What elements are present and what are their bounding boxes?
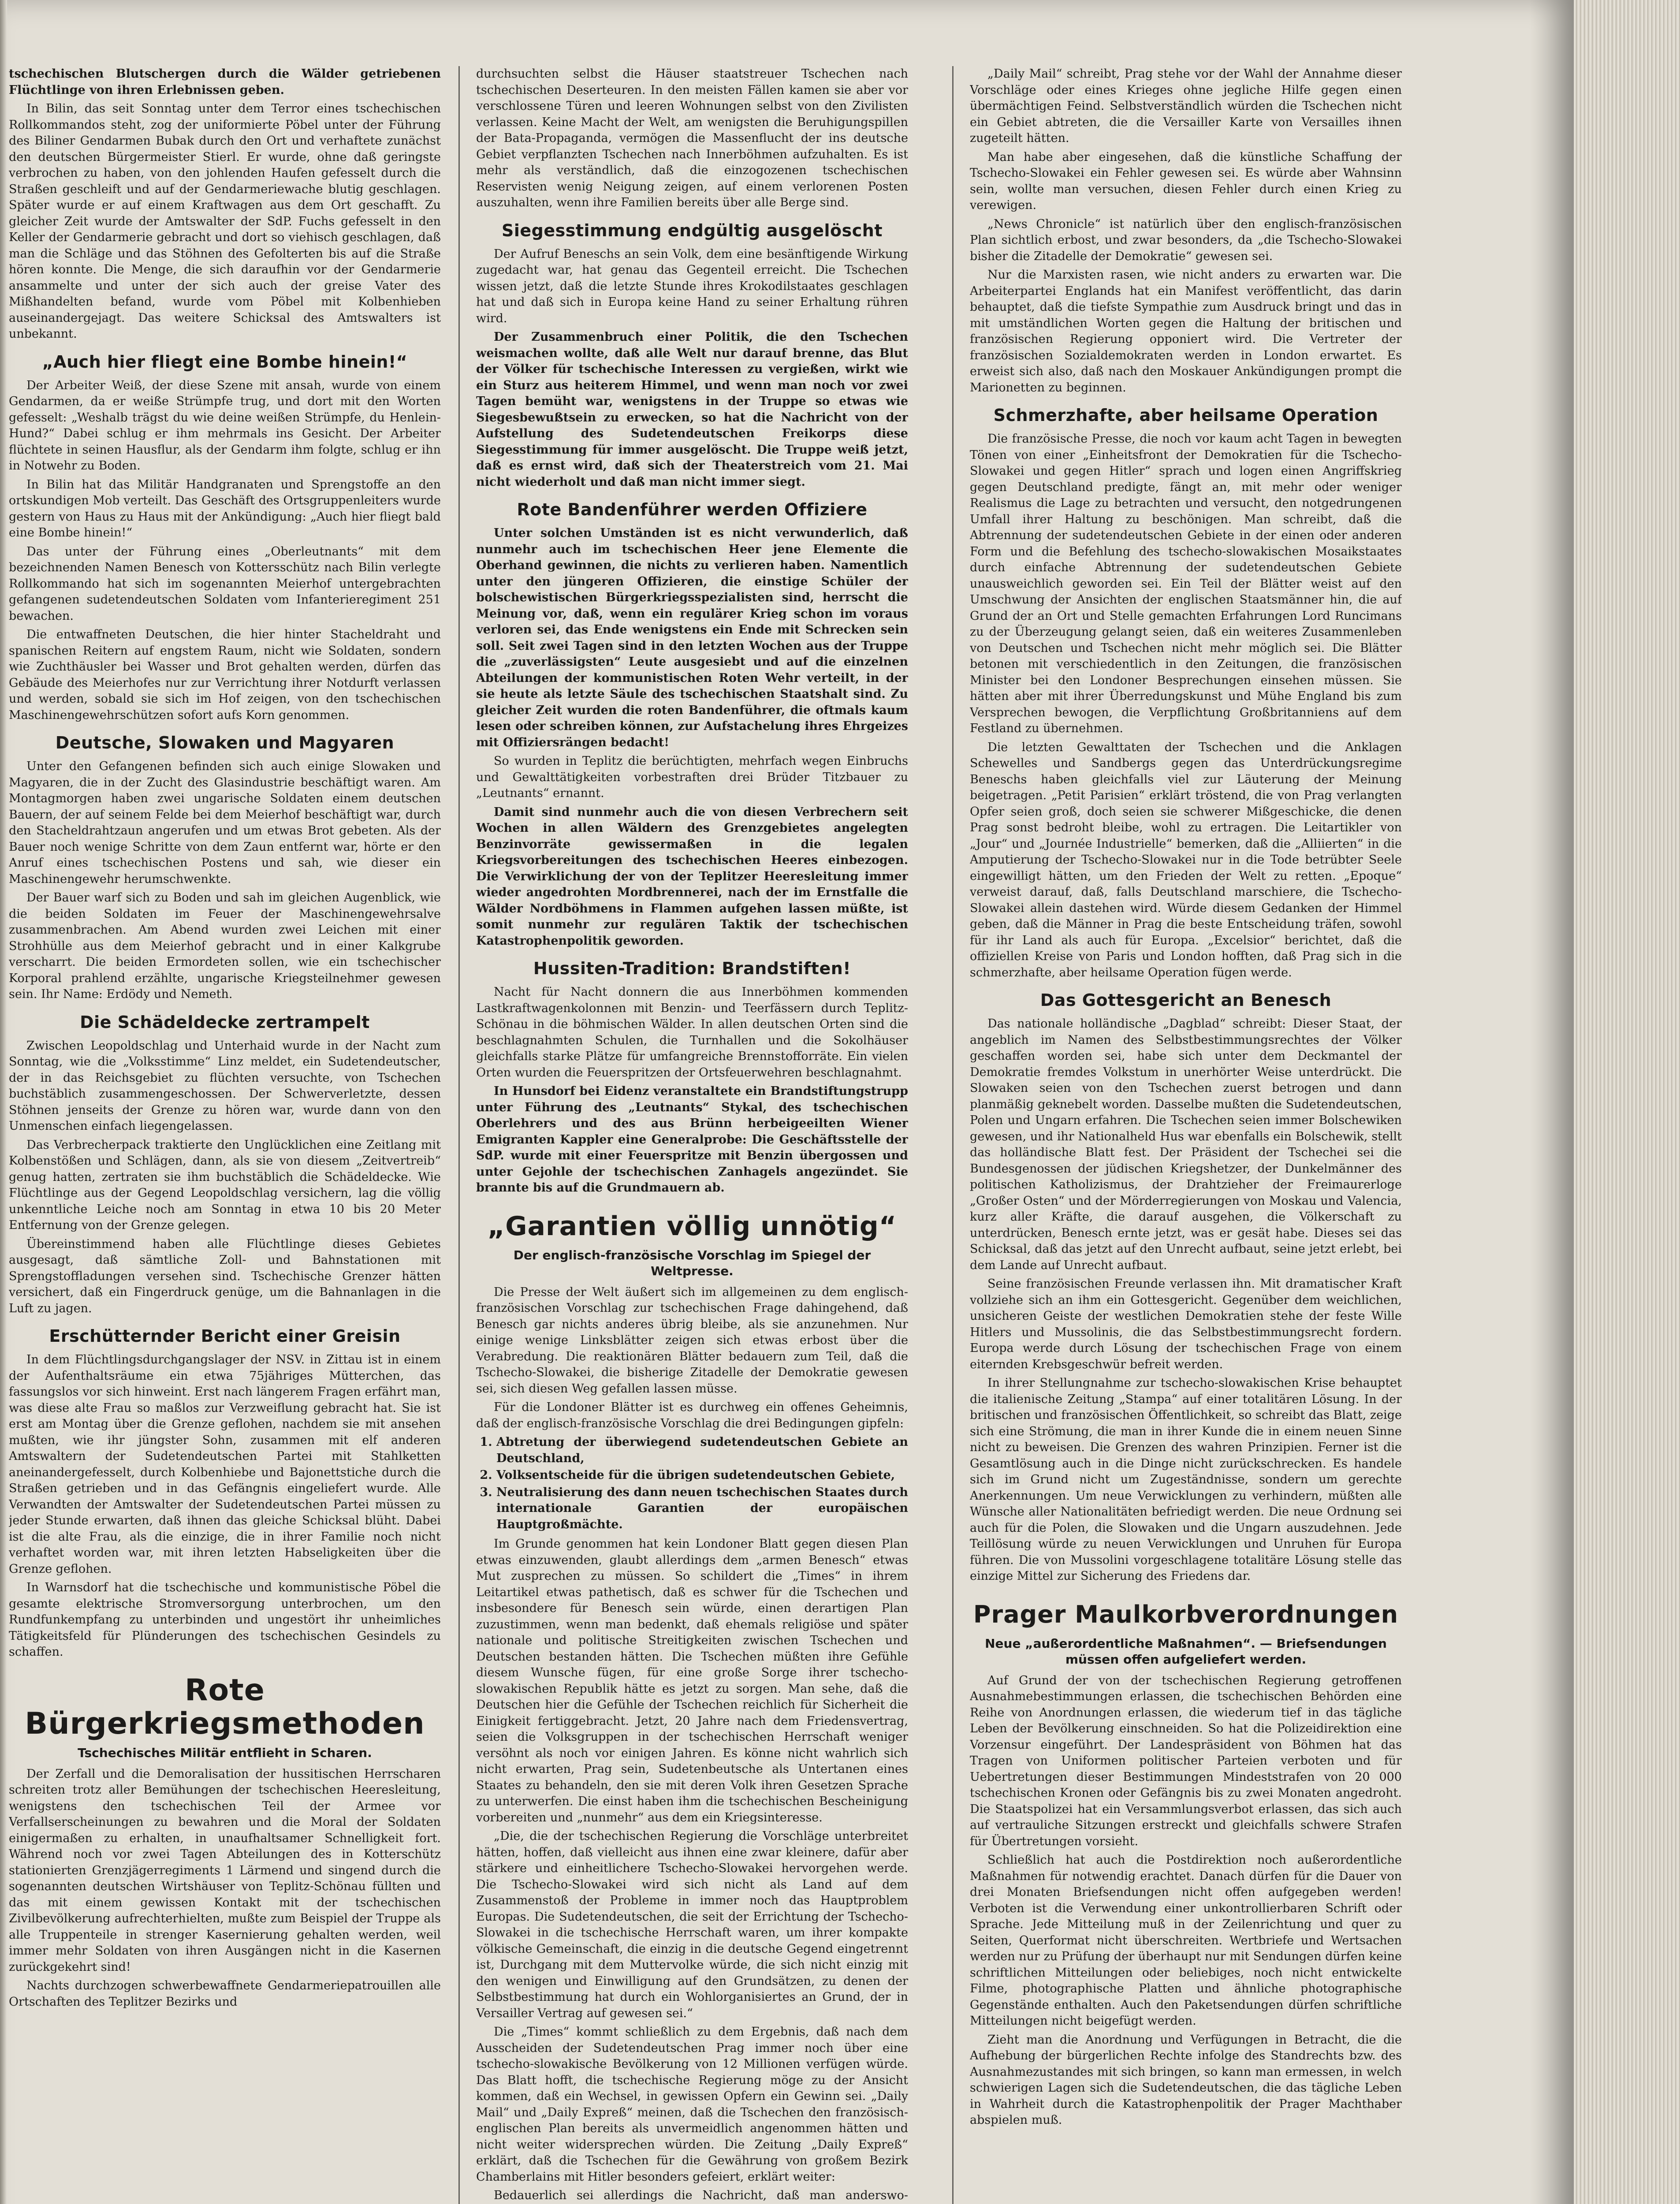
- paragraph: Die letzten Gewalttaten der Tschechen und die Anklagen Schewelles und Sandbergs gegen das Unterdrückungsregime Beneschs haben gleichfalls viel zur Läuterung der Meinung beigetragen. „Petit Parisien“ erklärt tröstend, die von Prag verlangten Opfer seien groß, doch seien sie schwerer Mißgeschicke, die denen Prag sonst bedroht bleibe, wohl zu ertragen. Die Leitartikler von „Jour“ und „Journée Industrielle“ bemerken, daß die „Alliierten“ in die Amputierung der Tschecho-Slowakei nur in die Tode betrübter Seele eingewilligt hätten, um den Frieden der Welt zu retten. „Epoque“ verweist darauf, daß, falls Deutschland marschiere, die Tschecho-Slowakei allein dastehen wird. Würde diesem Gedanken der Himmel geben, daß die Männer in Prag die beste Entscheidung träfen, sowohl für ihr Land als auch für Europa. „Excelsior“ berichtet, daß die offiziellen Kreise von Paris und London hofften, daß Prag sich in die schmerzhafte, aber heilsame Operation fügen werde.: [970, 740, 1402, 979]
- paragraph: Schließlich hat auch die Postdirektion noch außerordentliche Maßnahmen für notwendig erachtet. Danach dürfen für die Dauer von drei Monaten Briefsendungen nicht offen aufgegeben werden! Verboten ist die Verwendung einer unkontrollierbaren Schrift oder Sprache. Jede Mitteilung muß in der Zeilenrichtung und quer zu Seiten, Querformat nicht überschreiten. Wertbriefe und Wertsachen werden nur zu Prüfung der überhaupt nur mit Sendungen dürfen keine schriftlichen Mitteilungen oder beliebiges, noch nicht entwickelte Filme, photographische Platten und ähnliche photographische Gegenstände enthalten. Auch den Paketsendungen dürfen schriftliche Mitteilungen nicht beigefügt werden.: [970, 1853, 1402, 2028]
- spine-shadow: [1530, 0, 1574, 2204]
- paragraph: Das unter der Führung eines „Oberleutnants“ mit dem bezeichnenden Namen Benesch von Kottersschütz nach Bilin verlegte Rollkommando hat sich im sogenannten Meierhof untergebrachten gefangenen sudetendeutschen Soldaten vom Infanterieregiment 251 bewachen.: [9, 544, 441, 623]
- paragraph: Die „Times“ kommt schließlich zu dem Ergebnis, daß nach dem Ausscheiden der Sudetendeutschen Prag immer noch über eine tschecho-slowakische Bevölkerung von 12 Millionen verfügen würde. Das Blatt hofft, die tschechische Regierung möge zu der Ansicht kommen, daß ein Wechsel, in gewissen Opfern ein Gewinn sei. „Daily Mail“ und „Daily Expreß“ meinen, daß die Tschechen den französisch-englischen Plan bereits als unvermeidlich angenommen hätten und nicht weiter widersprechen würden. Die Zeitung „Daily Expreß“ erklärt, daß die Tschechen für die Gewährung von großem Bezirk Chamberlains mit Hitler besonders gefeiert, erklärt weiter:: [476, 2025, 908, 2184]
- conditions-list: [476, 1434, 908, 1533]
- paragraph: Nacht für Nacht donnern die aus Innerböhmen kommenden Lastkraftwagenkolonnen mit Benzin- und Teerfässern durch Teplitz-Schönau in die böhmischen Wälder. In allen deutschen Orten sind die beschlagnahmten Schulen, die Turnhallen und die Sokolhäuser gleichfalls starke Plätze für umfangreiche Brennstofforräte. Ein vielen Orten wurden die Feuerspritzen der Ortsfeuerwehren beschlagnahmt.: [476, 985, 908, 1080]
- paragraph: In dem Flüchtlingsdurchgangslager der NSV. in Zittau ist in einem der Aufenthaltsräume ein etwa 75jähriges Mütterchen, das fassungslos vor sich hinweint. Erst nach längerem Fragen erfährt man, was diese alte Frau so maßlos zur Verzweiflung gebracht hat. Sie ist erst am Montag über die Grenze geflohen, nachdem sie mit ansehen mußten, wie ihr jüngster Sohn, zusammen mit elf anderen Amtswaltern der Sudetendeutschen Partei mit Stahlketten aneinandergefesselt, durch Kolbenhiebe und Bajonettstiche durch die Straßen getrieben und in das Gefängnis eingeliefert wurde. Alle Verwandten der Amtswalter der Sudetendeutschen Partei müssen zu jeder Stunde erwarten, daß ihnen das gleiche Schicksal blüht. Dabei ist die alte Frau, als die einzige, die in ihrer Familie noch nicht verhaftet worden war, mit ihren letzten Habseligkeiten über die Grenze geflohen.: [9, 1353, 441, 1576]
- paragraph: „News Chronicle“ ist natürlich über den englisch-französischen Plan sichtlich erbost, und zwar besonders, da „die Tschecho-Slowakei bisher die Zitadelle der Demokratie“ gewesen sei.: [970, 217, 1402, 263]
- paragraph: Das Verbrecherpack traktierte den Unglücklichen eine Zeitlang mit Kolbenstößen und Schlägen, dann, als sie von diesem „Zeitvertreib“ genug hatten, zertraten sie ihm buchstäblich die Schädeldecke. Wie Flüchtlinge aus der Gegend Leopoldschlag versichern, lag die völlig unkenntliche Leiche noch am Sonntag in etwa 10 bis 20 Meter Entfernung von der Grenze gelegen.: [9, 1138, 441, 1232]
- paragraph: Damit sind nunmehr auch die von diesen Verbrechern seit Wochen in allen Wäldern des Grenzgebietes angelegten Benzinvorräte gewissermaßen in die legalen Kriegsvorbereitungen des tschechischen Heeres einbezogen. Die Verwirklichung der von der Teplitzer Heeresleitung immer wieder angedrohten Mordbrennerei, nach der im Ernstfalle die Wälder Nordböhmens in Flammen aufgehen lassen müßte, ist somit nunmehr zur regulären Taktik der tschechischen Katastrophenpolitik geworden.: [476, 805, 908, 948]
- list-item: 3. Neutralisierung des dann neuen tschechischen Staates durch internationale Garantien der europäischen Hauptgroßmächte.: [496, 1485, 908, 1533]
- article-intro: tschechischen Blutschergen durch die Wälder getriebenen Flüchtlinge von ihren Erlebnissen geben.: [9, 67, 441, 97]
- paragraph: Nur die Marxisten rasen, wie nicht anders zu erwarten war. Die Arbeiterpartei Englands hat ein Manifest veröffentlicht, das darin behauptet, daß die tiefste Sympathie zum Ausdruck bringt und das in mit umständlichen Worten gegen die Haltung der britischen und französischen Regierung opponiert wird. Die Vertreter der französischen Sozialdemokraten werden in London erwartet. Es erweist sich also, daß nach den Moskauer Ankündigungen prompt die Marionetten zu beginnen.: [970, 268, 1402, 395]
- headline-subtitle: Der englisch-französische Vorschlag im Spiegel der Weltpresse.: [513, 1247, 871, 1278]
- paragraph: In Warnsdorf hat die tschechische und kommunistische Pöbel die gesamte elektrische Stromversorgung unterbrochen, um den Rundfunkempfang zu unterbinden und ungestört ihr unheimliches Tätigkeitsfeld für Plünderungen des tschechischen Gesindels zu schaffen.: [9, 1581, 441, 1659]
- column-3: [970, 66, 1402, 2204]
- paragraph: In Bilin hat das Militär Handgranaten und Sprengstoffe an den ortskundigen Mob verteilt. Das Geschäft des Ortsgruppenleiters wurde gestern von Haus zu Haus mit der Ankündigung: „Auch hier fliegt bald eine Bombe hinein!“: [9, 477, 441, 540]
- paragraph: Unter den Gefangenen befinden sich auch einige Slowaken und Magyaren, die in der Zucht des Glasindustrie beschäftigt waren. Am Montagmorgen haben zwei ungarische Soldaten einem deutschen Bauern, der auf seinem Felde bei dem Meierhof beschäftigt war, durch den Stacheldrahtzaun angerufen und um etwas Brot gebeten. Als der Bauer noch wenige Schritte von dem Zaun entfernt war, hörte er den Anruf eines tschechischen Postens und sah, wie dieser ein Maschinengewehr herumschwenkte.: [9, 759, 441, 886]
- column-rule: [458, 66, 460, 2204]
- paragraph: Der Aufruf Beneschs an sein Volk, dem eine besänftigende Wirkung zugedacht war, hat genau das Gegenteil erreicht. Die Tschechen wissen jetzt, daß die letzte Stunde ihres Krokodilstaates geschlagen hat und daß sich in Europa keine Hand zu seiner Erhaltung rühren wird.: [476, 247, 908, 325]
- paragraph: Bedauerlich sei allerdings die Nachricht, daß man anderswo-: [494, 2189, 908, 2202]
- paragraph: Der Zerfall und die Demoralisation der hussitischen Herrscharen schreiten trotz aller Bemühungen der tschechischen Heeresleitung, wenigstens den tschechischen Teil der Armee vor Verfallserscheinungen zu bewahren und die Moral der Soldaten einigermaßen zu erhalten, in unaufhaltsamer Schnelligkeit fort. Während noch vor zwei Tagen Abteilungen des in Kotterschütz stationierten Grenzjägerregiments 1 Lärmend und singend durch die sogenannten deutschen Wirtshäuser von Teplitz-Schönau füllten und das mit einem gewissen Kontakt mit der tschechischen Zivilbevölkerung aufrechterhielten, mußte zum Beispiel der Truppe als alle Truppenteile in strenger Kasernierung gehalten werden, weil immer mehr Soldaten von ihren Ausgängen nicht in die Kasernen zurückgekehrt sind!: [9, 1767, 441, 1974]
- paragraph: Unter solchen Umständen ist es nicht verwunderlich, daß nunmehr auch im tschechischen Heer jene Elemente die Oberhand gewinnen, die nichts zu verlieren haben. Namentlich unter den jüngeren Offizieren, die einstige Schüler der bolschewistischen Bürgerkriegsspezialisten sind, herrscht die Meinung vor, daß, wenn ein regulärer Krieg schon im voraus verloren sei, das Ende wenigstens ein Ende mit Schrecken sein soll. Seit zwei Tagen sind in den letzten Wochen aus der Truppe die „zuverlässigsten“ Leute ausgesiebt und auf die einzelnen Abteilungen der kommunistischen Roten Wehr verteilt, in der sie heute als letzte Säule des tschechischen Staatshalt sind. Zu gleicher Zeit wurden die roten Bandenführer, die oftmals kaum lesen oder schreiben können, zur Aufstachelung ihres Ehrgeizes mit Offiziersrängen bedacht!: [476, 526, 908, 749]
- paragraph: Nachts durchzogen schwerbewaffnete Gendarmeriepatrouillen alle Ortschaften des Teplitzer Bezirks und: [9, 1979, 441, 2009]
- section-heading: Das Gottesgericht an Benesch: [1040, 990, 1332, 1010]
- major-headline: „Garantien völlig unnötig“: [487, 1210, 897, 1242]
- paragraph: Der Arbeiter Weiß, der diese Szene mit ansah, wurde von einem Gendarmen, da er weiße Strümpfe trug, und dort mit den Worten gefesselt: „Weshalb trägst du wie deine weißen Strümpfe, du Henlein-Hund?“ Dabei schlug er ihm mehrmals ins Gesicht. Der Arbeiter flüchtete in seinen Hausflur, als der Gendarm ihm folgte, schlug er ihn in Notwehr zu Boden.: [9, 378, 441, 473]
- paragraph: „Daily Mail“ schreibt, Prag stehe vor der Wahl der Annahme dieser Vorschläge oder eines Krieges ohne jegliche Hilfe gegen einen übermächtigen Feind. Selbstverständlich würden die Tschechen nicht ein Gebiet abtreten, die die Versailler Karte von Versailles ihnen zugeteilt hätten.: [970, 67, 1402, 145]
- column-2: [476, 66, 908, 2204]
- paragraph: Die entwaffneten Deutschen, die hier hinter Stacheldraht und spanischen Reitern auf engstem Raum, nicht wie Soldaten, sondern wie Zuchthäusler bei Wasser und Brot gehalten werden, dürfen das Gebäude des Meierhofes nur zur Verrichtung ihrer Notdurft verlassen und werden, sobald sie sich im Hof zeigen, von den tschechischen Maschinengewehrschützen sofort aufs Korn genommen.: [9, 628, 441, 722]
- headline-subtitle: Tschechisches Militär entflieht in Scharen.: [78, 1745, 372, 1760]
- headline-subtitle: Neue „außerordentliche Maßnahmen“. — Briefsendungen müssen offen aufgeliefert werden.: [985, 1636, 1387, 1667]
- book-binding-edge: [1574, 0, 1680, 2204]
- section-heading: Schmerzhafte, aber heilsame Operation: [993, 406, 1378, 425]
- paragraph: Die französische Presse, die noch vor kaum acht Tagen in bewegten Tönen von einer „Einheitsfront der Demokratien für die Tschecho-Slowakei und gegen Hitler“ sprach und logen einen Angriffskrieg gegen Deutschland predigte, fängt an, mit mehr oder weniger Realismus die Lage zu betrachten und versucht, den notgedrungenen Umfall ihrer Haltung zu beschönigen. Man schreibt, daß die Abtrennung der sudetendeutschen Gebiete in der einen oder anderen Form und die Befehlung des tschecho-slowakischen Mosaikstaates durch einfache Abtrennung der sudetendeutschen Gebiete unausweichlich geworden sei. Ein Teil der Blätter weist auf den Umschwung der Ansichten der englischen Staatsmänner hin, die auf Grund der an Ort und Stelle gemachten Erfahrungen Lord Runcimans zu der Überzeugung gelangt seien, daß ein weiteres Zusammenleben von Deutschen und Tschechen nicht mehr möglich sei. Die Blätter betonen mit verschiedentlich in den Zeitungen, die französischen Minister bei den Londoner Besprechungen einsehen müssen. Sie hätten aber mit ihrer Überredungskunst und Mühe England bis zum Versprechen bewogen, die Verpflichtung Großbritanniens auf dem Festland zu übernehmen.: [970, 432, 1402, 735]
- paragraph: Seine französischen Freunde verlassen ihn. Mit dramatischer Kraft vollziehe sich an ihm ein Gottesgericht. Gegenüber dem weichlichen, unsicheren Geiste der westlichen Demokratien stehe der feste Wille Hitlers und Mussolinis, die das Selbstbestimmungsrecht fordern. Europa werde durch Lösung der tschechischen Frage von einem eiternden Krebsgeschwür befreit werden.: [970, 1277, 1402, 1371]
- paragraph: Der Zusammenbruch einer Politik, die den Tschechen weismachen wollte, daß alle Welt nur darauf brenne, das Blut der Völker für tschechische Interessen zu vergießen, wirkt wie ein Sturz aus heiterem Himmel, und wenn man noch vor zwei Tagen bemüht war, wenigstens in der Truppe so etwas wie Siegesbewußtsein zu erwecken, so hat die Nachricht von der Aufstellung des Sudetendeutschen Freikorps diese Siegesstimmung für immer ausgelöscht. Die Truppe weiß jetzt, daß es ernst wird, daß sich der Theaterstreich vom 21. Mai nicht wiederholt und daß man nicht immer siegt.: [476, 330, 908, 489]
- paragraph: Das nationale holländische „Dagblad“ schreibt: Dieser Staat, der angeblich im Namen des Selbstbestimmungsrechtes der Völker geschaffen worden sei, habe sich unter dem Deckmantel der Demokratie fremdes Volkstum in unerhörter Weise unterdrückt. Die Slowaken seien von den Tschechen zuerst betrogen und dann planmäßig geknebelt worden. Dasselbe mußten die Sudetendeutschen, Polen und Ungarn erfahren. Die Tschechen seien immer Bolschewiken gewesen, und ihr Nationalheld Hus war ebenfalls ein Bolschewik, stellt das holländische Blatt fest. Der Präsident der Tschechei sei die Bundesgenossen der jüdischen Kriegshetzer, der Dunkelmänner des politischen Katholizismus, der Drahtzieher der Freimaurerloge „Großer Osten“ und der Mörderregierungen von Moskau und Valencia, kurz aller Kräfte, die darauf ausgehen, die Völkerschaft zu unterdrücken, Benesch ernte jetzt, was er gesät habe. Dieses sei das Schicksal, daß das jetzt auf den Unrecht aufbaut, seine jetzt erlebt, bei dem Lande auf Unrecht aufbaut.: [970, 1017, 1402, 1272]
- section-heading: Die Schädeldecke zertrampelt: [80, 1012, 370, 1032]
- paragraph: Die Presse der Welt äußert sich im allgemeinen zu dem englisch-französischen Vorschlag zur tschechischen Frage dahingehend, daß Benesch gar nichts anderes übrig bleibe, als sie anzunehmen. Nur einige wenige Linksblätter zeigen sich etwas erbost über die Verabredung. Die reaktionären Blätter bedauern zum Teil, daß die Tschecho-Slowakei, die bisherige Zitadelle der Demokratie gewesen sei, sich diesen Weg gefallen lassen müsse.: [476, 1285, 908, 1396]
- list-item: 1. Abtretung der überwiegend sudetendeutschen Gebiete an Deutschland,: [496, 1434, 908, 1467]
- paragraph: Auf Grund der von der tschechischen Regierung getroffenen Ausnahmebestimmungen erlassen, die tschechischen Behörden eine Reihe von Anordnungen erlassen, die wiederum tief in das tägliche Leben der Bevölkerung einschneiden. So hat die Polizeidirektion eine Vorzensur eingeführt. Der Landespräsident von Böhmen hat das Tragen von Uniformen politischer Parteien verboten und für Uebertretungen dieser Bestimmungen Mindeststrafen von 20 000 tschechischen Kronen oder Gefängnis bis zu zwei Monaten angedroht. Die Staatspolizei hat ein Versammlungsverbot erlassen, das sich auch auf vertrauliche Sitzungen erstreckt und gleichfalls schwere Strafen für Übertretungen vorsieht.: [970, 1673, 1402, 1848]
- paragraph: So wurden in Teplitz die berüchtigten, mehrfach wegen Einbruchs und Gewalttätigkeiten vorbestraften drei Brüder Titzbauer zu „Leutnants“ ernannt.: [476, 754, 908, 800]
- paragraph: In ihrer Stellungnahme zur tschecho-slowakischen Krise behauptet die italienische Zeitung „Stampa“ auf einer totalitären Lösung. In der britischen und französischen Öffentlichkeit, so schreibt das Blatt, zeige sich eine Strömung, die man in ihrer Kunde die in einem neuen Sinne nicht zu beweisen. Die Grenzen des wahren Prinzipien. Ferner ist die Gesamtlösung auch in die Dinge nicht zurückschrecken. Es handele sich im Grund nicht um Zugeständnisse, sondern um gerechte Anerkennungen. Um neue Verwicklungen zu verhindern, müßten alle Wünsche aller Nationalitäten befriedigt werden. Die neue Ordnung sei auch für die Polen, die Slowaken und die Ungarn auszudehnen. Jede Teillösung würde zu neuen Verwicklungen und Unruhen für Europa führen. Die von Mussolini vorgeschlagene totalitäre Lösung stelle das einzige Mittel zur Sicherung des Friedens dar.: [970, 1376, 1402, 1583]
- column-rule: [952, 66, 954, 2204]
- paragraph: durchsuchten selbst die Häuser staatstreuer Tschechen nach tschechischen Deserteuren. In den meisten Fällen kamen sie aber vor verschlossene Türen und leeren Wohnungen selbst von den Zivilisten verlassen. Keine Macht der Welt, am wenigsten die Beruhigungspillen der Bata-Propaganda, vermögen die Massenflucht der ins deutsche Gebiet verpflanzten Tschechen nach Innerböhmen aufzuhalten. Es ist mehr als verständlich, daß die einzogozenen tschechischen Reservisten wenig Neigung zeigen, auf einem verlorenen Posten auszuhalten, wenn ihre Familien bereits über alle Berge sind.: [476, 67, 908, 209]
- section-heading: Siegesstimmung endgültig ausgelöscht: [501, 220, 883, 240]
- list-item: 2. Volksentscheide für die übrigen sudetendeutschen Gebiete,: [496, 1467, 908, 1484]
- paragraph: Im Grunde genommen hat kein Londoner Blatt gegen diesen Plan etwas einzuwenden, glaubt allerdings dem „armen Benesch“ etwas Mut zusprechen zu müssen. So schildert die „Times“ in ihrem Leitartikel etwas pathetisch, daß es schwer für die Tschechen und insbesondere für Benesch sein würde, einen derartigen Plan zuzustimmen, wenn man bedenkt, daß ehemals religiöse und später nationale und politische Streitigkeiten zwischen Tschechen und Deutschen bestanden hätten. Die Tschechen müßten ihre Gefühle diesem Wunsche fügen, für eine große Sorge ihrer tschecho-slowakischen Republik hätte es jetzt zu sorgen. Man sehe, daß die Deutschen hier die Gefühle der Tschechen reichlich für Sicherheit die Einigkeit fertiggebracht. Jetzt, 20 Jahre nach dem Friedensvertrag, seien die Volksgruppen in der tschechischen Herrschaft weniger versöhnt als noch vor einigen Jahren. Es könne nicht wahrlich sich nicht erwarten, Prag sein, Sudetenbeutsche als Untertanen eines Staates zu behandeln, den sie mit deren Volk ihren Gesetzen Sprache zu unterwerfen. Die einst haben ihm die tschechischen Bescheinigung vorbereiten und „nunmehr“ aus dem ein Kriegsinteresse.: [476, 1537, 908, 1824]
- paragraph: Übereinstimmend haben alle Flüchtlinge dieses Gebietes ausgesagt, daß sämtliche Zoll- und Bahnstationen mit Sprengstoffladungen versehen sind. Tschechische Grenzer hätten versichert, daß ein Fingerdruck genüge, um die Bahnanlagen in die Luft zu jagen.: [9, 1237, 441, 1315]
- paragraph: In Hunsdorf bei Eidenz veranstaltete ein Brandstiftungstrupp unter Führung des „Leutnants“ Stykal, des tschechischen Oberlehrers und des aus Brünn herbeigeeilten Wiener Emigranten Kappler eine Generalprobe: Die Geschäftsstelle der SdP. wurde mit einer Feuerspritze mit Benzin übergossen und unter Gejohle der tschechischen Zanhagels angezündet. Sie brannte bis auf die Grundmauern ab.: [476, 1084, 908, 1195]
- paragraph: Zwischen Leopoldschlag und Unterhaid wurde in der Nacht zum Sonntag, wie die „Volksstimme“ Linz meldet, ein Sudetendeutscher, der in das Reichsgebiet zu flüchten versuchte, von Tschechen buchstäblich zusammengeschossen. Der Schwerverletzte, dessen Stöhnen jenseits der Grenze zu hören war, wurde dann von den Unmenschen einfach liegengelassen.: [9, 1039, 441, 1133]
- major-headline: Rote Bürgerkriegsmethoden: [25, 1672, 425, 1741]
- section-heading: Rote Bandenführer werden Offiziere: [517, 500, 868, 519]
- paragraph: Zieht man die Anordnung und Verfügungen in Betracht, die die Aufhebung der bürgerlichen Rechte infolge des Standrechts bzw. des Ausnahmezustandes mit sich bringen, so kann man ermessen, in welch schwierigen Lagen sich die Sudetendeutschen, die das tägliche Leben in Wahrheit durch die Katastrophenpolitik der Prager Machthaber abspielen muß.: [970, 2033, 1402, 2127]
- section-heading: „Auch hier fliegt eine Bombe hinein!“: [42, 352, 408, 372]
- section-heading: Hussiten-Tradition: Brandstiften!: [533, 959, 851, 978]
- paragraph: „Die, die der tschechischen Regierung die Vorschläge unterbreitet hätten, hoffen, daß vielleicht aus ihnen eine zwar kleinere, dafür aber stärkere und einheitlichere Tschecho-Slowakei hervorgehen werde. Die Tschecho-Slowakei wird sich nicht als Land auf dem Zusammenstoß der Probleme in immer noch das Hauptproblem Europas. Die Sudetendeutschen, die seit der Errichtung der Tschecho-Slowakei in die tschechische Herrschaft waren, um ihrer kompakte völkische Gemeinschaft, die einzig in die deutsche Gegend eingetrennt ist, Durchgang mit dem Muttervolke würde, die sich nicht einzig mit den wenigen und Einwilligung auf den Grundsätzen, zu denen der Selbstbestimmung hat durch ein Wohlorganisiertes an Grund, der in Versailler Vertrag auf gewesen sei.“: [476, 1829, 908, 2020]
- page-edge-shadow: [0, 0, 7, 2204]
- paragraph: Für die Londoner Blätter ist es durchweg ein offenes Geheimnis, daß der englisch-französische Vorschlag die drei Bedingungen gipfeln:: [476, 1400, 908, 1430]
- section-heading: Erschütternder Bericht einer Greisin: [49, 1326, 401, 1346]
- paragraph: In Bilin, das seit Sonntag unter dem Terror eines tschechischen Rollkommandos steht, zog der uniformierte Pöbel unter der Führung des Biliner Gendarmen Bubak durch den Ort und verhaftete zunächst den deutschen Bürgermeister Stierl. Er wurde, ohne daß geringste verbrochen zu haben, von den johlenden Haufen gefesselt durch die Straßen geschleift und auf der Gendarmeriewache blutig geschlagen. Später wurde er auf einem Kraftwagen aus dem Ort geschafft. Zu gleicher Zeit wurde der Amtswalter der SdP. Fuchs gefesselt in den Keller der Gendarmerie gebracht und dort so viehisch geschlagen, daß man die Schläge und das Stöhnen des Gefolterten bis auf die Straße hören konnte. Die Menge, die sich daraufhin vor der Gendarmerie ansammelte und unter der sich auch der greise Vater des Mißhandelten befand, wurde vom Pöbel mit Kolbenhieben auseinandergejagt. Das weitere Schicksal des Amtswalters ist unbekannt.: [9, 102, 441, 341]
- column-1: [9, 66, 441, 2204]
- major-headline: Prager Maulkorbverordnungen: [973, 1600, 1399, 1628]
- paragraph: Der Bauer warf sich zu Boden und sah im gleichen Augenblick, wie die beiden Soldaten im Feuer der Maschinengewehrsalve zusammenbrachen. Am Abend wurden zwei Leichen mit einer Strohhülle aus dem Meierhof gebracht und in einer Kalkgrube verscharrt. Die beiden Ermordeten sollen, wie ein tschechischer Korporal prahlend erzählte, ungarische Kriegsteilnehmer gewesen sein. Ihr Name: Erdödy und Nemeth.: [9, 891, 441, 1001]
- paragraph: Man habe aber eingesehen, daß die künstliche Schaffung der Tschecho-Slowakei ein Fehler gewesen sei. Es würde aber Wahnsinn sein, wollte man versuchen, diesen Fehler durch einen Krieg zu verewigen.: [970, 150, 1402, 212]
- section-heading: Deutsche, Slowaken und Magyaren: [55, 733, 395, 752]
